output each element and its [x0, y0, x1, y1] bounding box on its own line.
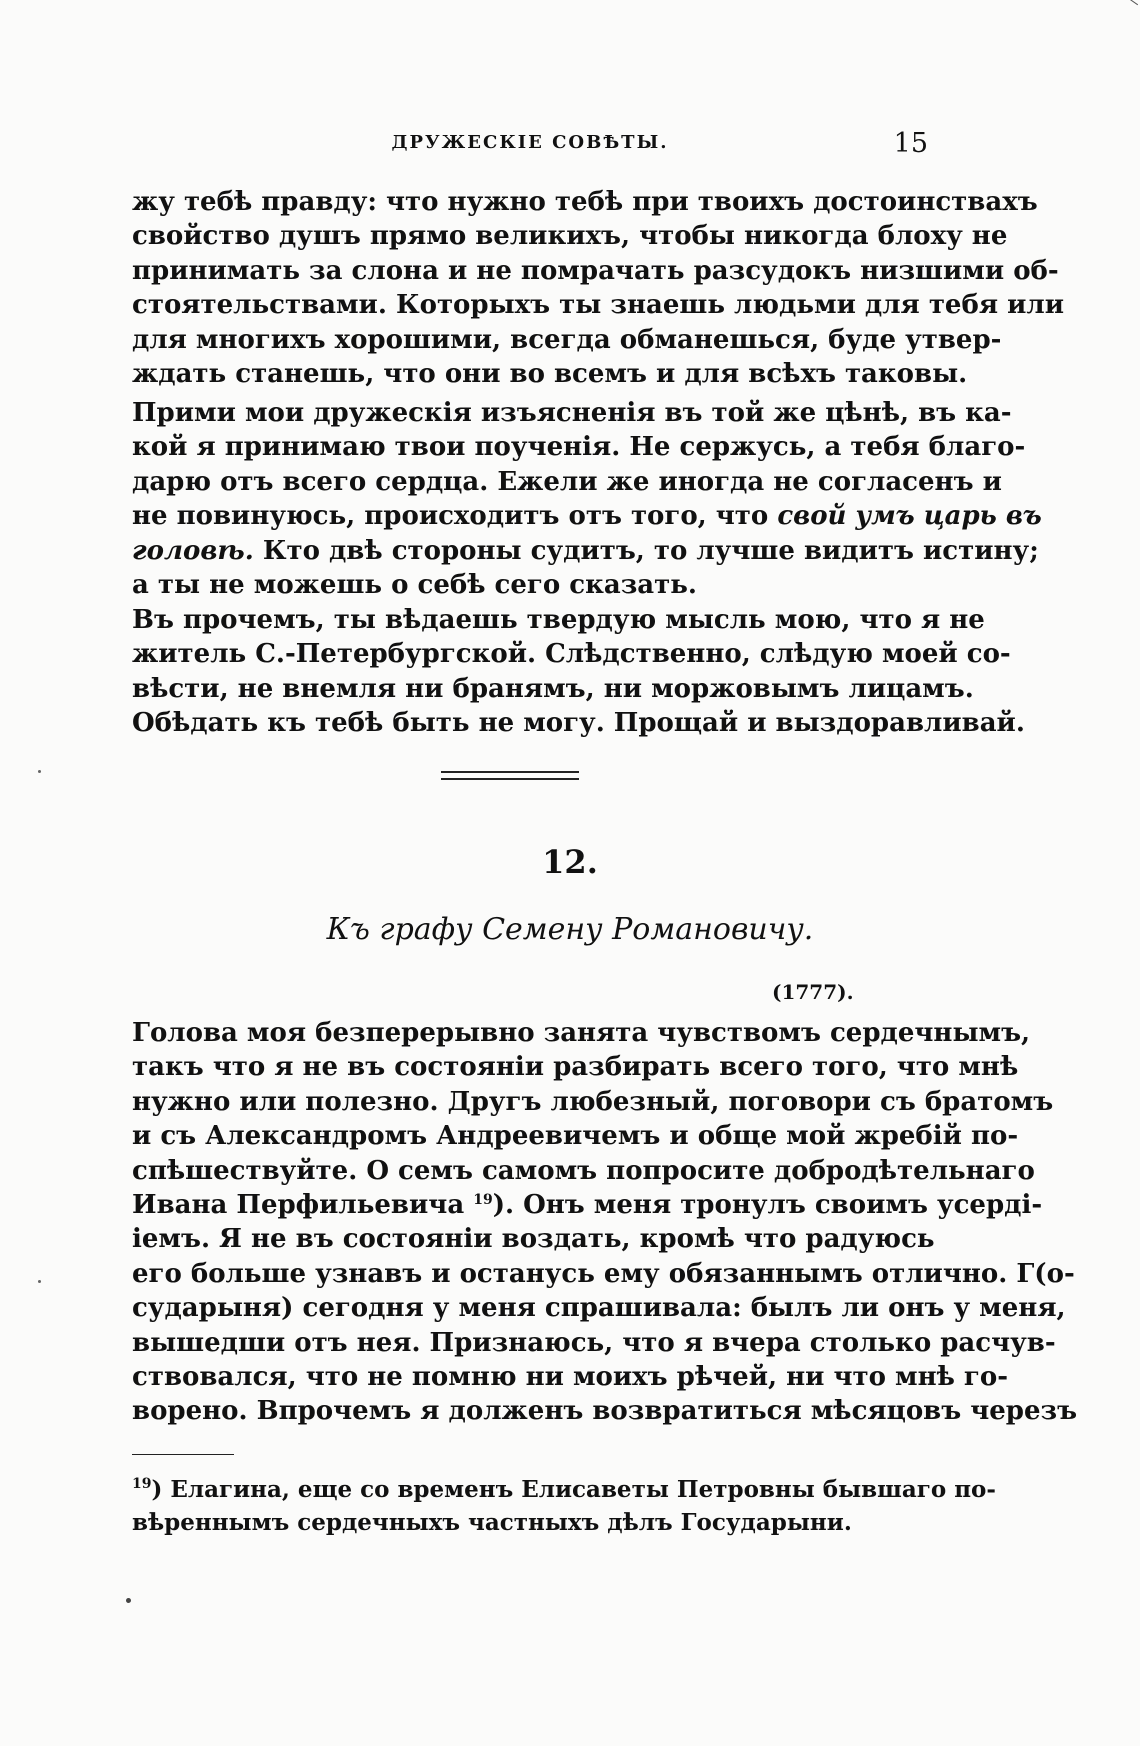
text-line: Прими мои дружескія изъясненія въ той же цѣнѣ, въ ка- [132, 398, 1012, 428]
text-line: нужно или полезно. Другъ любезный, поговори съ братомъ [132, 1086, 1054, 1117]
letter-body [132, 1016, 1078, 1429]
text-line [132, 534, 1039, 568]
ink-speck [126, 1598, 131, 1603]
text-run: Кто двѣ стороны судитъ, то лучше видитъ истину; [253, 535, 1039, 566]
page-number: 15 [893, 128, 928, 159]
text-line: ворено. Впрочемъ я долженъ возвратиться мѣсяцовъ черезъ [132, 1396, 1078, 1427]
scan-mark [1122, 0, 1138, 13]
text-line: а ты не можешь о себѣ сего сказать. [132, 569, 697, 600]
ink-speck [38, 770, 41, 773]
paragraph-2 [132, 396, 1042, 602]
running-head [132, 128, 928, 160]
text-line [132, 1188, 1043, 1222]
text-line: стоятельствами. Которыхъ ты знаешь людьми для тебя или [132, 290, 1064, 321]
text-line: спѣшествуйте. О семъ самомъ попросите добродѣтельнаго [132, 1155, 1035, 1186]
letter-number: 12. [542, 843, 598, 881]
footnote-line [132, 1473, 996, 1506]
text-line: жу тебѣ правду: что нужно тебѣ при твоихъ достоинствахъ [132, 187, 1038, 217]
text-line: вѣсти, не внемля ни бранямъ, ни моржовымъ лицамъ. [132, 673, 974, 704]
footnote-separator [132, 1454, 234, 1455]
text-line: и съ Александромъ Андреевичемъ и обще мой жребій по- [132, 1121, 1019, 1152]
text-line: кой я принимаю твои поученія. Не сержусь, а тебя благо- [132, 432, 1026, 463]
paragraph-3 [132, 603, 1011, 706]
italic-quote: свой умъ царь въ [777, 501, 1042, 532]
footnote-reference[interactable]: 19 [473, 1191, 493, 1208]
text-line: ждать станешь, что они во всемъ и для всѣхъ таковы. [132, 358, 968, 389]
letter-year: (1777). [772, 980, 854, 1004]
text-line: ствовался, что не помню ни моихъ рѣчей, ни что мнѣ го- [132, 1361, 1009, 1392]
section-divider [441, 771, 579, 780]
paragraph-continued [132, 185, 1064, 391]
paragraph-4 [132, 706, 1025, 740]
running-head-title: ДРУЖЕСКІЕ СОВѢТЫ. [391, 132, 669, 153]
text-line: для многихъ хорошими, всегда обманешься, буде утвер- [132, 324, 1002, 355]
ink-speck [38, 1280, 41, 1283]
italic-quote: головѣ. [132, 535, 254, 566]
text-line: житель С.-Петербургской. Слѣдственно, слѣдую моей со- [132, 639, 1011, 670]
text-run: не повинуюсь, происходитъ отъ того, что [132, 501, 778, 532]
text-line: іемъ. Я не въ состояніи воздать, кромѣ что радуюсь [132, 1224, 935, 1255]
footnote [132, 1473, 996, 1539]
letter-addressee: Къ графу Семену Романовичу. [326, 912, 814, 947]
text-line: Голова моя безперерывно занята чувствомъ сердечнымъ, [132, 1018, 1031, 1048]
text-line: его больше узнавъ и останусь ему обязаннымъ отлично. Г(о- [132, 1258, 1075, 1289]
footnote-marker: 19 [132, 1476, 152, 1492]
text-line [132, 499, 1042, 533]
text-line: Въ прочемъ, ты вѣдаешь твердую мысль мою, что я не [132, 605, 985, 635]
text-line: свойство душъ прямо великихъ, чтобы никогда блоху не [132, 221, 1008, 252]
text-line: Обѣдать къ тебѣ быть не могу. Прощай и выздоравливай. [132, 708, 1025, 738]
text-line: дарю отъ всего сердца. Ежели же иногда не согласенъ и [132, 466, 1002, 497]
text-line: такъ что я не въ состояніи разбирать всего того, что мнѣ [132, 1052, 1019, 1083]
text-run: Ивана Перфильевича [132, 1189, 474, 1220]
text-line: сударыня) сегодня у меня спрашивала: былъ ли онъ у меня, [132, 1293, 1066, 1324]
text-run: ). Онъ меня тронулъ своимъ усерді- [492, 1189, 1043, 1220]
text-run: ) Елагина, еще со временъ Елисаветы Петровны бывшаго по- [151, 1476, 996, 1503]
text-line: принимать за слона и не помрачать разсудокъ низшими об- [132, 255, 1059, 286]
footnote-line: вѣреннымъ сердечныхъ частныхъ дѣлъ Государыни. [132, 1509, 852, 1536]
text-line: вышедши отъ нея. Признаюсь, что я вчера столько расчув- [132, 1327, 1056, 1358]
